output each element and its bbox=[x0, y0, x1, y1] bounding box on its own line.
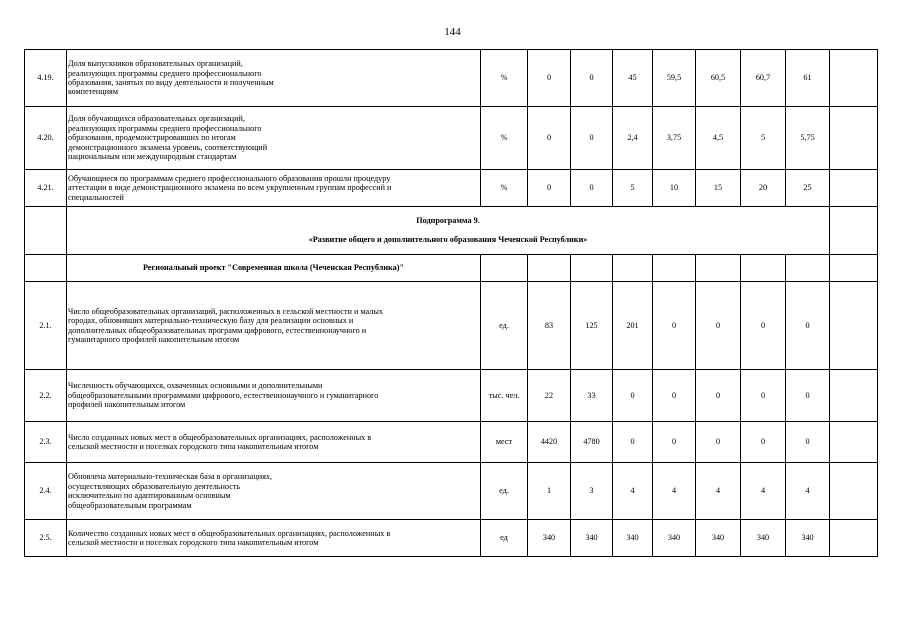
unit-cell: ед bbox=[481, 520, 528, 557]
value-cell: 0 bbox=[528, 107, 571, 170]
value-cell: 0 bbox=[786, 370, 830, 422]
table-row bbox=[25, 170, 878, 207]
subprogram-row bbox=[25, 207, 878, 255]
value-cell: 5,75 bbox=[786, 107, 830, 170]
value-cell: 0 bbox=[653, 370, 696, 422]
empty-cell bbox=[830, 255, 878, 282]
value-cell: 59,5 bbox=[653, 50, 696, 107]
row-number: 4.21. bbox=[25, 170, 67, 207]
value-cell: 20 bbox=[741, 170, 786, 207]
value-cell: 0 bbox=[613, 422, 653, 463]
unit-cell: ед. bbox=[481, 282, 528, 370]
value-cell: 4,5 bbox=[696, 107, 741, 170]
value-cell: 340 bbox=[528, 520, 571, 557]
value-cell: 0 bbox=[696, 370, 741, 422]
project-title: Региональный проект "Современная школа (Чеченская Республика)" bbox=[67, 255, 481, 282]
value-cell: 340 bbox=[613, 520, 653, 557]
empty-cell bbox=[571, 255, 613, 282]
page-number: 144 bbox=[444, 26, 461, 38]
value-cell: 22 bbox=[528, 370, 571, 422]
value-cell: 25 bbox=[786, 170, 830, 207]
indicator-description: Доля обучающихся образовательных организаций, реализующих программы среднего профессионального образования, продемонстрировавших по итогам демонстрационного экзамена уровень, соответствующий национальным или международным стандартам bbox=[67, 107, 481, 170]
value-cell: 201 bbox=[613, 282, 653, 370]
value-cell: 340 bbox=[741, 520, 786, 557]
indicators-table bbox=[24, 49, 878, 557]
value-cell: 4 bbox=[741, 463, 786, 520]
value-cell: 340 bbox=[571, 520, 613, 557]
value-cell: 0 bbox=[696, 422, 741, 463]
row-number: 2.2. bbox=[25, 370, 67, 422]
table-row bbox=[25, 463, 878, 520]
value-cell: 4780 bbox=[571, 422, 613, 463]
row-number: 4.20. bbox=[25, 107, 67, 170]
value-cell: 5 bbox=[741, 107, 786, 170]
value-cell: 0 bbox=[696, 282, 741, 370]
table-body bbox=[25, 50, 878, 557]
subprogram-title: Подпрограмма 9. bbox=[416, 216, 480, 226]
empty-cell bbox=[741, 255, 786, 282]
value-cell: 0 bbox=[653, 422, 696, 463]
empty-cell bbox=[830, 207, 878, 255]
value-cell: 3,75 bbox=[653, 107, 696, 170]
row-number: 4.19. bbox=[25, 50, 67, 107]
table-row bbox=[25, 520, 878, 557]
value-cell: 61 bbox=[786, 50, 830, 107]
value-cell: 60,7 bbox=[741, 50, 786, 107]
value-cell: 0 bbox=[571, 50, 613, 107]
table-row bbox=[25, 370, 878, 422]
value-cell: 45 bbox=[613, 50, 653, 107]
value-cell: 0 bbox=[528, 50, 571, 107]
unit-cell: ед. bbox=[481, 463, 528, 520]
indicator-description: Доля выпускников образовательных организаций, реализующих программы среднего профессионального образования, занятых по виду деятельности и полученным компетенциям bbox=[67, 50, 481, 107]
unit-cell: % bbox=[481, 107, 528, 170]
table-row bbox=[25, 282, 878, 370]
value-cell: 4 bbox=[613, 463, 653, 520]
indicator-description: Количество созданных новых мест в общеобразовательных организациях, расположенных в сельской местности и поселках городского типа накопительным итогом bbox=[67, 520, 481, 557]
empty-cell bbox=[830, 463, 878, 520]
empty-cell bbox=[786, 255, 830, 282]
value-cell: 340 bbox=[786, 520, 830, 557]
value-cell: 10 bbox=[653, 170, 696, 207]
table-row bbox=[25, 50, 878, 107]
value-cell: 125 bbox=[571, 282, 613, 370]
subprogram-subtitle: «Развитие общего и дополнительного образования Чеченской Республики» bbox=[308, 235, 588, 245]
value-cell: 5 bbox=[613, 170, 653, 207]
empty-cell bbox=[653, 255, 696, 282]
value-cell: 60,5 bbox=[696, 50, 741, 107]
value-cell: 0 bbox=[786, 282, 830, 370]
unit-cell: % bbox=[481, 170, 528, 207]
value-cell: 0 bbox=[613, 370, 653, 422]
row-number: 2.5. bbox=[25, 520, 67, 557]
empty-cell bbox=[830, 520, 878, 557]
project-row bbox=[25, 255, 878, 282]
empty-cell bbox=[613, 255, 653, 282]
value-cell: 1 bbox=[528, 463, 571, 520]
indicator-description: Число общеобразовательных организаций, расположенных в сельской местности и малых городах, обновивших материально-техническую базу для реализации основных и дополнительных общеобразовательных программ цифрового, естественнонаучного и гуманитарного профилей накопительным итогом bbox=[67, 282, 481, 370]
empty-cell bbox=[830, 282, 878, 370]
value-cell: 0 bbox=[741, 282, 786, 370]
empty-cell bbox=[830, 50, 878, 107]
indicator-description: Численность обучающихся, охваченных основными и дополнительными общеобразовательными программами цифрового, естественнонаучного и гуманитарного профилей накопительным итогом bbox=[67, 370, 481, 422]
value-cell: 4420 bbox=[528, 422, 571, 463]
value-cell: 340 bbox=[653, 520, 696, 557]
indicator-description: Обновлена материально-техническая база в организациях, осуществляющих образовательную деятельность исключительно по адаптированным основным общеобразовательным программам bbox=[67, 463, 481, 520]
row-number: 2.3. bbox=[25, 422, 67, 463]
empty-cell bbox=[25, 255, 67, 282]
value-cell: 0 bbox=[653, 282, 696, 370]
table-row bbox=[25, 107, 878, 170]
unit-cell: % bbox=[481, 50, 528, 107]
value-cell: 33 bbox=[571, 370, 613, 422]
value-cell: 83 bbox=[528, 282, 571, 370]
table-row bbox=[25, 422, 878, 463]
empty-cell bbox=[830, 107, 878, 170]
subprogram-heading bbox=[67, 207, 830, 255]
value-cell: 15 bbox=[696, 170, 741, 207]
empty-cell bbox=[25, 207, 67, 255]
row-number: 2.1. bbox=[25, 282, 67, 370]
empty-cell bbox=[481, 255, 528, 282]
empty-cell bbox=[830, 170, 878, 207]
unit-cell: мест bbox=[481, 422, 528, 463]
indicator-description: Число созданных новых мест в общеобразовательных организациях, расположенных в сельской местности и поселках городского типа накопительным итогом bbox=[67, 422, 481, 463]
value-cell: 340 bbox=[696, 520, 741, 557]
value-cell: 4 bbox=[653, 463, 696, 520]
value-cell: 4 bbox=[786, 463, 830, 520]
value-cell: 0 bbox=[741, 422, 786, 463]
value-cell: 2,4 bbox=[613, 107, 653, 170]
empty-cell bbox=[830, 422, 878, 463]
value-cell: 3 bbox=[571, 463, 613, 520]
empty-cell bbox=[696, 255, 741, 282]
value-cell: 0 bbox=[786, 422, 830, 463]
value-cell: 0 bbox=[571, 170, 613, 207]
value-cell: 0 bbox=[528, 170, 571, 207]
empty-cell bbox=[830, 370, 878, 422]
indicator-description: Обучающиеся по программам среднего профессионального образования прошли процедуру аттестации в виде демонстрационного экзамена по всем укрупненным группам профессий и специальностей bbox=[67, 170, 481, 207]
value-cell: 4 bbox=[696, 463, 741, 520]
row-number: 2.4. bbox=[25, 463, 67, 520]
value-cell: 0 bbox=[741, 370, 786, 422]
empty-cell bbox=[528, 255, 571, 282]
value-cell: 0 bbox=[571, 107, 613, 170]
unit-cell: тыс. чел. bbox=[481, 370, 528, 422]
